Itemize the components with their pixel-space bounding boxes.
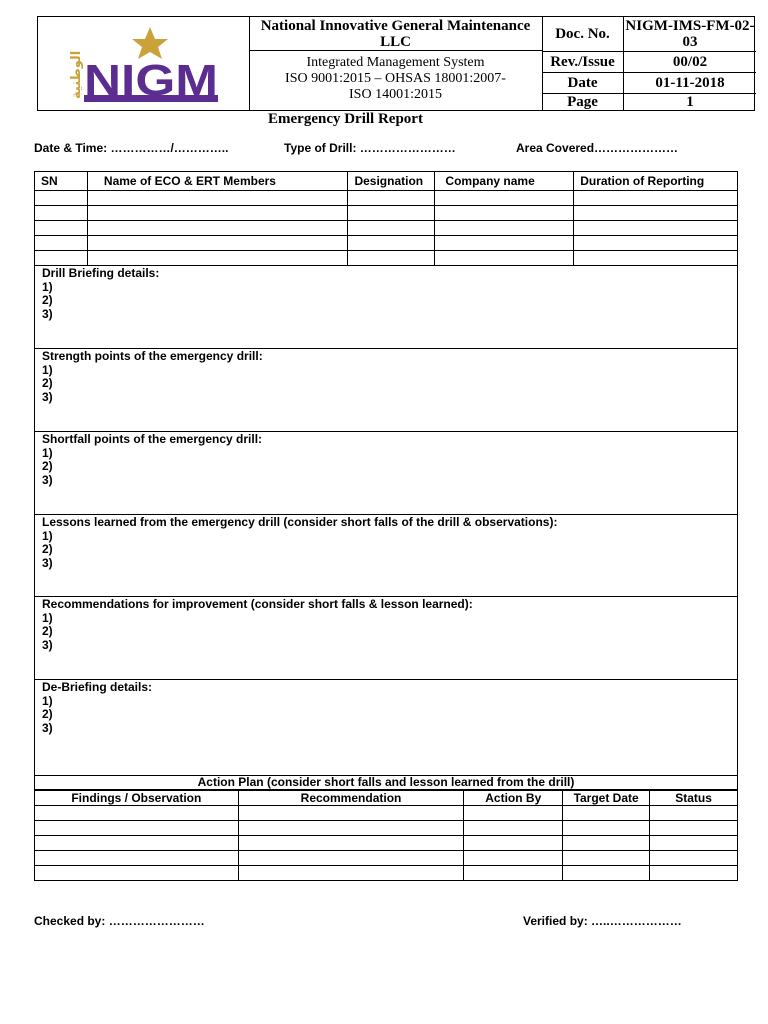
- document-meta: [542, 17, 756, 110]
- table-row: [35, 206, 738, 221]
- organization-name: National Innovative General Maintenance LLC: [249, 17, 542, 51]
- action-header-row: [35, 791, 738, 806]
- header-status: Status: [650, 791, 738, 806]
- system-line-3: ISO 14001:2015: [349, 87, 442, 102]
- system-line-1: Integrated Management System: [306, 55, 485, 70]
- logo-arabic: الوطنية: [69, 50, 84, 99]
- action-plan-table: [34, 790, 738, 881]
- table-row: [35, 806, 738, 821]
- date-time-field[interactable]: Date & Time: ……………/…………..: [34, 141, 229, 155]
- section-strength-points[interactable]: Strength points of the emergency drill: 1) 2) 3): [34, 349, 738, 432]
- management-system: [249, 55, 542, 103]
- system-line-2: ISO 9001:2015 – OHSAS 18001:2007-: [285, 71, 506, 86]
- meta-rev-issue: Rev./Issue 00/02: [542, 52, 756, 73]
- header-action-by: Action By: [464, 791, 563, 806]
- table-row: [35, 191, 738, 206]
- section-lessons-learned[interactable]: Lessons learned from the emergency drill (consider short falls of the drill & observations): 1) 2) 3): [34, 515, 738, 597]
- header-sn: SN: [35, 172, 88, 191]
- report-title: Emergency Drill Report: [268, 111, 423, 127]
- members-header-row: [35, 172, 738, 191]
- table-row: [35, 851, 738, 866]
- members-table: [34, 171, 738, 266]
- meta-date: Date 01-11-2018: [542, 73, 756, 94]
- header-target-date: Target Date: [563, 791, 650, 806]
- section-shortfall-points[interactable]: Shortfall points of the emergency drill: 1) 2) 3): [34, 432, 738, 515]
- table-row: [35, 866, 738, 881]
- logo-cell: [38, 17, 250, 110]
- header-duration: Duration of Reporting: [574, 172, 738, 191]
- drill-type-field[interactable]: Type of Drill: ……………………: [284, 141, 456, 155]
- area-covered-field[interactable]: Area Covered…………………: [516, 141, 679, 155]
- header-company: Company name: [435, 172, 574, 191]
- logo-text: NIGM: [84, 56, 218, 105]
- table-row: [35, 821, 738, 836]
- header-designation: Designation: [348, 172, 435, 191]
- table-row: [35, 251, 738, 266]
- verified-by-field[interactable]: Verified by: …..………………: [523, 914, 682, 928]
- meta-page: Page 1: [542, 94, 756, 110]
- nigm-logo: [38, 17, 249, 110]
- section-drill-briefing[interactable]: Drill Briefing details: 1) 2) 3): [34, 266, 738, 349]
- section-debriefing[interactable]: De-Briefing details: 1) 2) 3): [34, 680, 738, 776]
- table-row: [35, 236, 738, 251]
- organization-cell: [249, 17, 543, 110]
- star-icon: [132, 27, 168, 59]
- table-row: [35, 836, 738, 851]
- document-header: [37, 16, 755, 111]
- header-findings: Findings / Observation: [35, 791, 239, 806]
- table-row: [35, 221, 738, 236]
- action-plan-title: Action Plan (consider short falls and lesson learned from the drill): [34, 775, 738, 790]
- header-member-name: Name of ECO & ERT Members: [87, 172, 348, 191]
- header-recommendation: Recommendation: [238, 791, 464, 806]
- meta-doc-no: Doc. No. NIGM-IMS-FM-02-03: [542, 17, 756, 52]
- checked-by-field[interactable]: Checked by: ……………………: [34, 914, 205, 928]
- section-recommendations[interactable]: Recommendations for improvement (consider short falls & lesson learned): 1) 2) 3): [34, 597, 738, 680]
